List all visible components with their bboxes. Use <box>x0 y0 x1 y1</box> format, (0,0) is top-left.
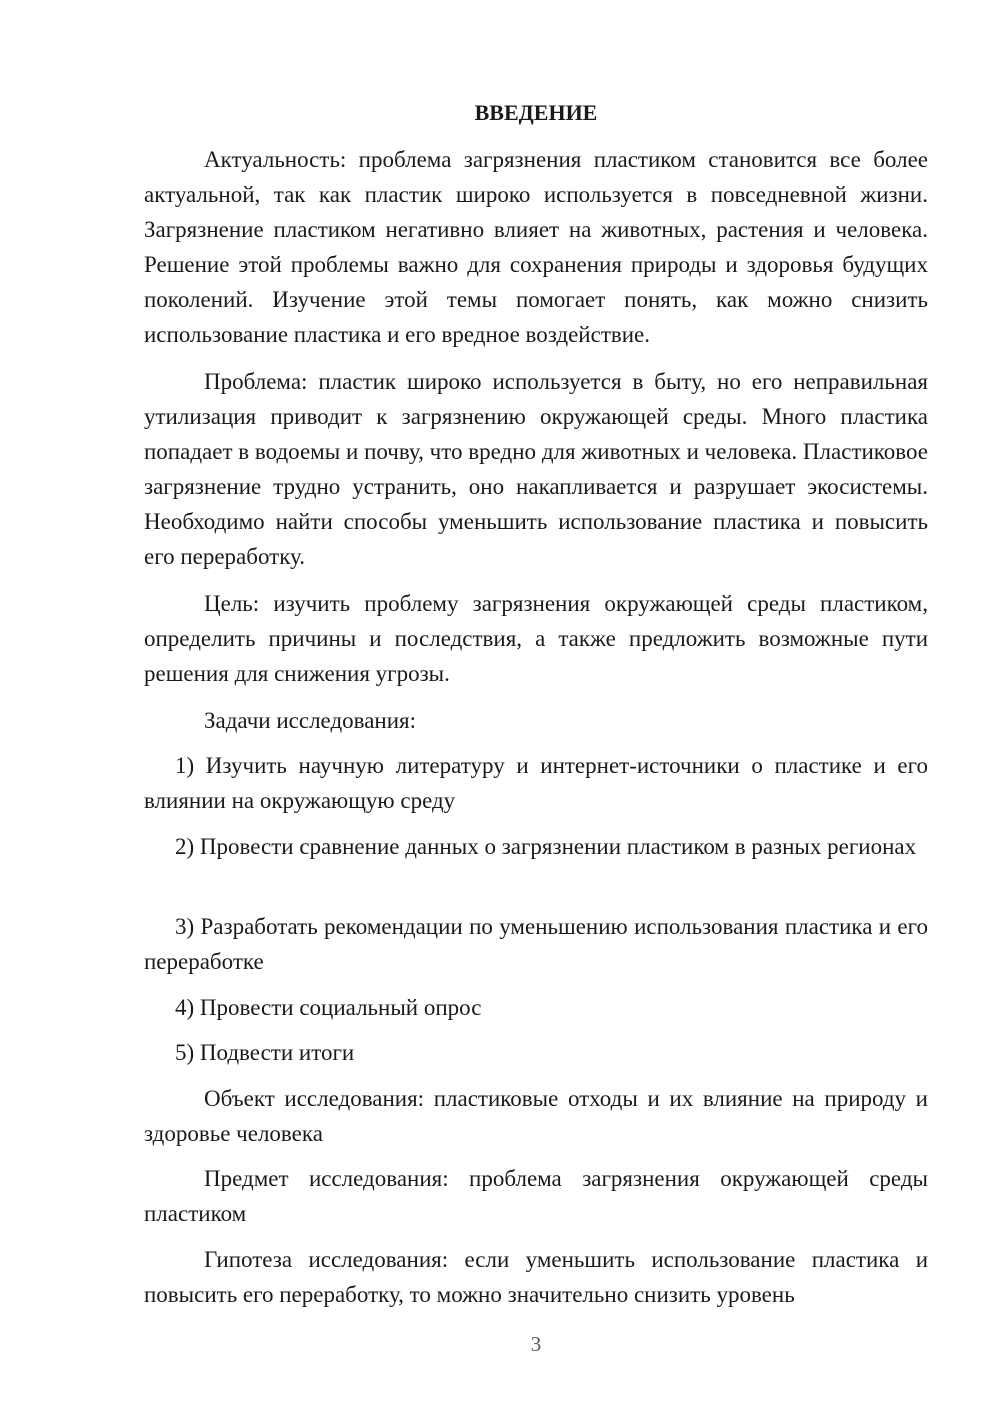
paragraph-problem: Проблема: пластик широко используется в быту, но его неправильная утилизация приводит к загрязнению окружающей среды. Много пластика попадает в водоемы и почву, что вредно для животных и человека. Пластиковое загрязнение трудно устранить, оно накапливается и разрушает экосистемы. Необходимо найти способы уменьшить использование пластика и повысить его переработку. <box>144 369 928 569</box>
page-number: 3 <box>530 1332 542 1356</box>
page-title: ВВЕДЕНИЕ <box>474 100 598 125</box>
tasks-heading: Задачи исследования: <box>204 708 417 733</box>
task-item-4: 4) Провести социальный опрос <box>175 995 482 1020</box>
paragraph-hypothesis: Гипотеза исследования: если уменьшить использование пластика и повысить его переработку, то можно значительно снизить уровень <box>144 1247 928 1307</box>
paragraph-subject: Предмет исследования: проблема загрязнения окружающей среды пластиком <box>144 1166 928 1226</box>
task-item-2: 2) Провести сравнение данных о загрязнении пластиком в разных регионах <box>175 834 917 859</box>
paragraph-object: Объект исследования: пластиковые отходы и их влияние на природу и здоровье человека <box>144 1086 928 1146</box>
task-item-3: 3) Разработать рекомендации по уменьшению использования пластика и его переработке <box>144 914 928 974</box>
task-item-1: 1) Изучить научную литературу и интернет-источники о пластике и его влиянии на окружающую среду <box>144 753 928 813</box>
paragraph-relevance: Актуальность: проблема загрязнения пластиком становится все более актуальной, так как пластик широко используется в повседневной жизни. Загрязнение пластиком негативно влияет на животных, растения и человека. Решение этой проблемы важно для сохранения природы и здоровья будущих поколений. Изучение этой темы помогает понять, как можно снизить использование пластика и его вредное воздействие. <box>144 147 928 347</box>
task-item-5: 5) Подвести итоги <box>175 1040 355 1065</box>
paragraph-goal: Цель: изучить проблему загрязнения окружающей среды пластиком, определить причины и последствия, а также предложить возможные пути решения для снижения угрозы. <box>144 591 928 686</box>
